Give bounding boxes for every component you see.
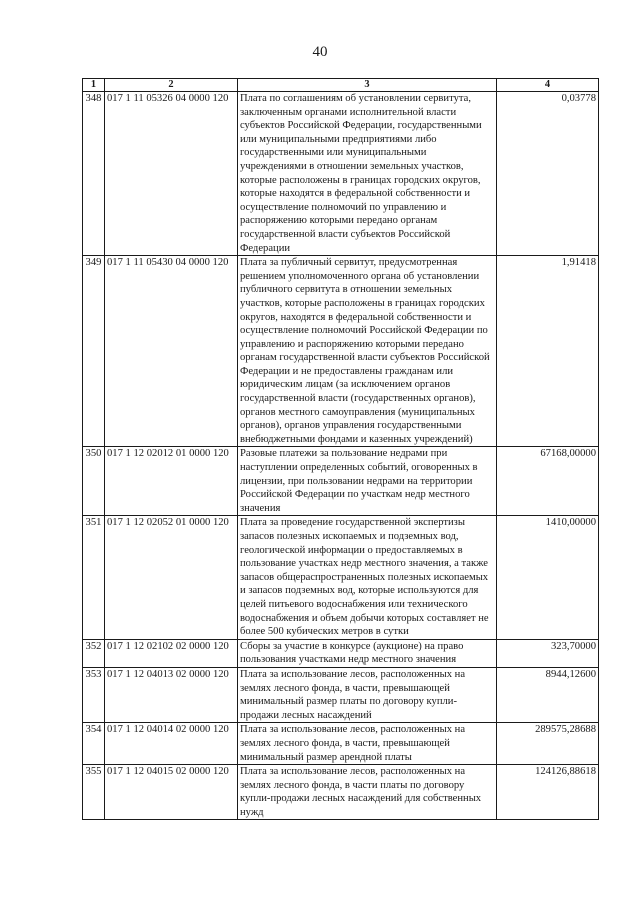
- table-row: [83, 723, 599, 765]
- amount: 1,91418: [497, 256, 599, 447]
- budget-code: 017 1 12 02102 02 0000 120: [105, 639, 238, 667]
- amount: 0,03778: [497, 92, 599, 256]
- row-number: 352: [83, 639, 105, 667]
- budget-code: 017 1 12 04014 02 0000 120: [105, 723, 238, 765]
- row-number: 355: [83, 765, 105, 820]
- column-header-2: 2: [105, 79, 238, 92]
- amount: 289575,28688: [497, 723, 599, 765]
- revenue-name: Плата за проведение государственной экспертизы запасов полезных ископаемых и подземных вод, геологической информации о предоставляемых в пользование участках недр местного значения, а также запасов общераспространенных полезных ископаемых и запасов подземных вод, которые используются для целей питьевого водоснабжения или технического водоснабжения и объем добычи которых составляет не более 500 кубических метров в сутки: [238, 516, 497, 639]
- budget-code: 017 1 11 05430 04 0000 120: [105, 256, 238, 447]
- amount: 1410,00000: [497, 516, 599, 639]
- amount: 124126,88618: [497, 765, 599, 820]
- table-row: [83, 639, 599, 667]
- row-number: 348: [83, 92, 105, 256]
- budget-table: [82, 78, 599, 820]
- table-row: [83, 765, 599, 820]
- table-row: [83, 667, 599, 722]
- budget-code: 017 1 12 04015 02 0000 120: [105, 765, 238, 820]
- table-row: [83, 516, 599, 639]
- amount: 67168,00000: [497, 447, 599, 516]
- table-row: [83, 256, 599, 447]
- revenue-name: Плата за использование лесов, расположенных на землях лесного фонда, в части платы по договору купли-продажи лесных насаждений для собственных нужд: [238, 765, 497, 820]
- page-number: 40: [312, 44, 328, 60]
- revenue-name: Плата за публичный сервитут, предусмотренная решением уполномоченного органа об установлении публичного сервитута в отношении земельных участков, которые расположены в границах городских округов, находятся в федеральной собственности и осуществление полномочий Российской Федерации по управлению и распоряжению которыми передано органам государственной власти субъектов Российской Федерации и не предоставлены гражданам или юридическим лицам (за исключением органов государственной власти (государственных органов), органов местного самоуправления (муниципальных органов), органов управления государственными внебюджетными фондами и казенных учреждений): [238, 256, 497, 447]
- column-header-1: 1: [83, 79, 105, 92]
- amount: 323,70000: [497, 639, 599, 667]
- revenue-name: Плата по соглашениям об установлении сервитута, заключенным органами исполнительной власти субъектов Российской Федерации, государственными или муниципальными предприятиями либо государственными или муниципальными учреждениями в отношении земельных участков, которые расположены в границах городских округов, которые находятся в федеральной собственности и осуществление полномочий по управлению и распоряжению которыми передано органам государственной власти субъектов Российской Федерации: [238, 92, 497, 256]
- column-header-3: 3: [238, 79, 497, 92]
- row-number: 350: [83, 447, 105, 516]
- row-number: 349: [83, 256, 105, 447]
- row-number: 354: [83, 723, 105, 765]
- revenue-name: Плата за использование лесов, расположенных на землях лесного фонда, в части, превышающей минимальный размер арендной платы: [238, 723, 497, 765]
- amount: 8944,12600: [497, 667, 599, 722]
- table-row: [83, 92, 599, 256]
- budget-code: 017 1 12 02052 01 0000 120: [105, 516, 238, 639]
- row-number: 353: [83, 667, 105, 722]
- budget-code: 017 1 11 05326 04 0000 120: [105, 92, 238, 256]
- table-header-row: [83, 79, 599, 92]
- row-number: 351: [83, 516, 105, 639]
- budget-code: 017 1 12 02012 01 0000 120: [105, 447, 238, 516]
- column-header-4: 4: [497, 79, 599, 92]
- revenue-name: Разовые платежи за пользование недрами при наступлении определенных событий, оговоренных в лицензии, при пользовании недрами на территории Российской Федерации по участкам недр местного значения: [238, 447, 497, 516]
- revenue-name: Плата за использование лесов, расположенных на землях лесного фонда, в части, превышающей минимальный размер платы по договору купли-продажи лесных насаждений: [238, 667, 497, 722]
- revenue-name: Сборы за участие в конкурсе (аукционе) на право пользования участками недр местного значения: [238, 639, 497, 667]
- table-row: [83, 447, 599, 516]
- budget-code: 017 1 12 04013 02 0000 120: [105, 667, 238, 722]
